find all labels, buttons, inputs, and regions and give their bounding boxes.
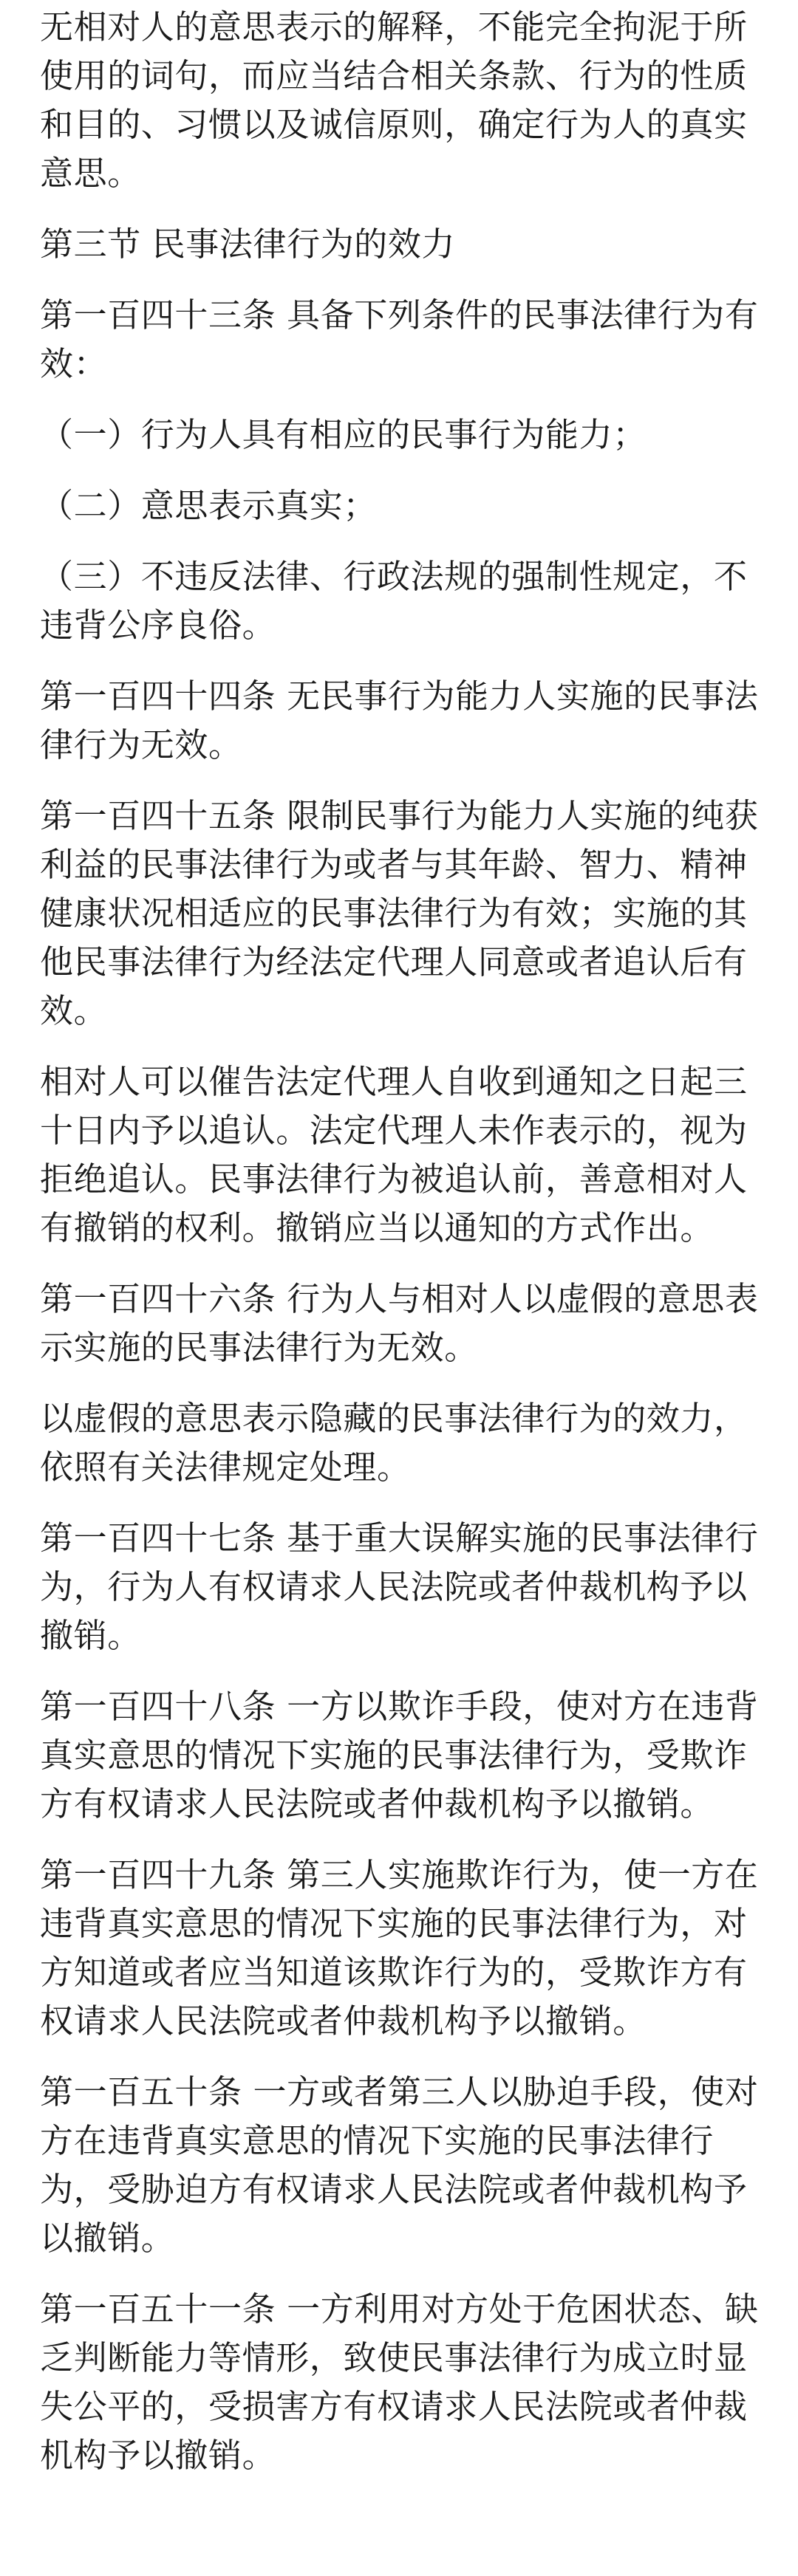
article-146-paragraph-2: 以虚假的意思表示隐藏的民事法律行为的效力，依照有关法律规定处理。	[40, 1399, 748, 1487]
article-145-paragraph-2: 相对人可以催告法定代理人自收到通知之日起三十日内予以追认。法定代理人未作表示的，视为拒绝追认。民事法律行为被追认前，善意相对人有撤销的权利。撤销应当以通知的方式作出。	[40, 1062, 748, 1247]
paragraph-interpretation: 无相对人的意思表示的解释，不能完全拘泥于所使用的词句，而应当结合相关条款、行为的性质和目的、习惯以及诚信原则，确定行为人的真实意思。	[40, 7, 748, 193]
article-149: 第一百四十九条 第三人实施欺诈行为，使一方在违背真实意思的情况下实施的民事法律行为，对方知道或者应当知道该欺诈行为的，受欺诈方有权请求人民法院或者仲裁机构予以撤销。	[40, 1855, 759, 2041]
article-143-item-2: （二）意思表示真实；	[40, 486, 378, 525]
article-143: 第一百四十三条 具备下列条件的民事法律行为有效：	[40, 295, 759, 383]
article-148: 第一百四十八条 一方以欺诈手段，使对方在违背真实意思的情况下实施的民事法律行为，受欺诈方有权请求人民法院或者仲裁机构予以撤销。	[40, 1687, 759, 1823]
article-143-item-3: （三）不违反法律、行政法规的强制性规定，不违背公序良俗。	[40, 557, 748, 645]
article-150: 第一百五十条 一方或者第三人以胁迫手段，使对方在违背真实意思的情况下实施的民事法律行为，受胁迫方有权请求人民法院或者仲裁机构予以撤销。	[40, 2072, 759, 2258]
article-143-item-1: （一）行为人具有相应的民事行为能力；	[40, 415, 647, 454]
section-heading: 第三节 民事法律行为的效力	[40, 225, 456, 264]
article-145: 第一百四十五条 限制民事行为能力人实施的纯获利益的民事法律行为或者与其年龄、智力、精神健康状况相适应的民事法律行为有效；实施的其他民事法律行为经法定代理人同意或者追认后有效。	[40, 796, 759, 1030]
article-147: 第一百四十七条 基于重大误解实施的民事法律行为，行为人有权请求人民法院或者仲裁机构予以撤销。	[40, 1518, 759, 1655]
article-146: 第一百四十六条 行为人与相对人以虚假的意思表示实施的民事法律行为无效。	[40, 1279, 759, 1367]
article-151: 第一百五十一条 一方利用对方处于危困状态、缺乏判断能力等情形，致使民事法律行为成立时显失公平的，受损害方有权请求人民法院或者仲裁机构予以撤销。	[40, 2289, 759, 2475]
article-144: 第一百四十四条 无民事行为能力人实施的民事法律行为无效。	[40, 676, 759, 764]
